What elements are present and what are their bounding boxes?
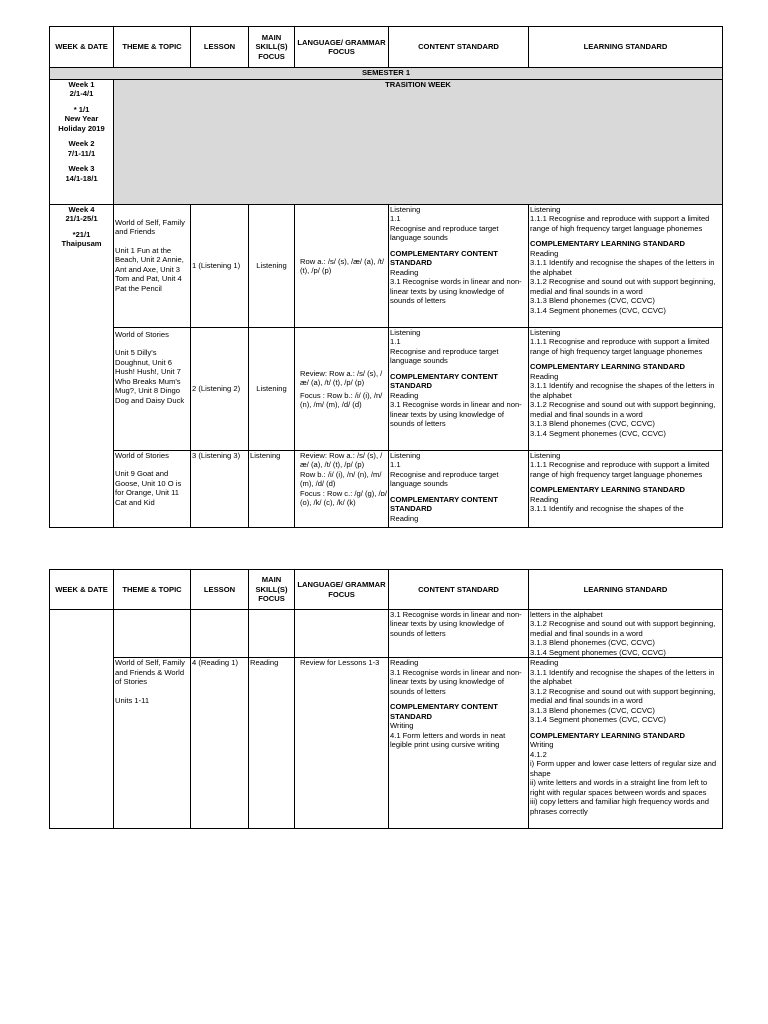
week1-holiday-date: * 1/1 xyxy=(73,104,90,114)
language-cell xyxy=(295,328,389,451)
content-comp-skill: Writing xyxy=(390,721,414,731)
learning-item: iii) copy letters and familiar high frequency words and phrases correctly xyxy=(530,797,709,816)
learning-item: 3.1.1 Identify and recognise the shapes of the xyxy=(530,504,684,514)
week4-holiday-name: Thaipusam xyxy=(61,239,102,249)
theme-units: Unit 1 Fun at the Beach, Unit 2 Annie, Ant and Axe, Unit 3 Tom and Pat, Unit 4 Pat the Pencil xyxy=(115,245,184,293)
learning-item: 3.1.4 Segment phonemes (CVC, CCVC) xyxy=(530,428,666,438)
lesson-cell: 2 (Listening 2) xyxy=(191,328,249,451)
complementary-learning-heading: COMPLEMENTARY LEARNING STANDARD xyxy=(530,730,685,740)
content-code: 1.1 xyxy=(390,214,401,224)
header-language-grammar: LANGUAGE/ GRAMMAR FOCUS xyxy=(295,27,389,68)
learning-comp-skill: Reading xyxy=(530,371,559,381)
header-learning-standard: LEARNING STANDARD xyxy=(529,570,723,610)
learning-item: 3.1.2 Recognise and sound out with support beginning, medial and final sounds in a word xyxy=(530,686,716,706)
week4-dates: 21/1-25/1 xyxy=(65,214,98,224)
learning-comp-skill: Reading xyxy=(530,494,559,504)
table-row xyxy=(50,205,723,328)
complementary-learning-heading: COMPLEMENTARY LEARNING STANDARD xyxy=(530,362,685,372)
content-skill: Listening xyxy=(390,451,421,460)
learning-item: 3.1.4 Segment phonemes (CVC, CCVC) xyxy=(530,647,666,657)
weeks-1-3-cell xyxy=(50,80,114,205)
theme-cell xyxy=(114,451,191,528)
scheme-of-work-table-1 xyxy=(49,26,723,528)
learning-item: 3.1.4 Segment phonemes (CVC, CCVC) xyxy=(530,715,666,725)
language-line: Review: Row a.: /s/ (s), /æ/ (a), /t/ (t), /p/ (p) xyxy=(300,368,383,388)
header-content-standard: CONTENT STANDARD xyxy=(389,27,529,68)
content-standard-text: Recognise and reproduce target language sounds xyxy=(390,223,499,243)
learning-cell xyxy=(529,610,723,658)
learning-item: 1.1.1 Recognise and reproduce with support a limited range of high frequency target language phonemes xyxy=(530,337,710,356)
learning-item: 3.1.1 Identify and recognise the shapes of the letters in the alphabet xyxy=(530,667,715,687)
skill-cell: Listening xyxy=(249,205,295,328)
week2-dates: 7/1-11/1 xyxy=(67,148,96,158)
week4-holiday-date: *21/1 xyxy=(72,229,91,239)
learning-item: letters in the alphabet xyxy=(530,610,603,619)
header-learning-standard: LEARNING STANDARD xyxy=(529,27,723,68)
theme-cell xyxy=(114,658,191,829)
theme-title: World of Stories xyxy=(115,451,169,460)
learning-cell xyxy=(529,451,723,528)
learning-code: 4.1.2 xyxy=(530,749,547,759)
header-row xyxy=(50,570,723,610)
learning-item: 3.1.3 Blend phonemes (CVC, CCVC) xyxy=(530,638,655,648)
skill-cell: Listening xyxy=(249,328,295,451)
week1-holiday-name-2: Holiday 2019 xyxy=(58,123,105,133)
learning-item: 3.1.4 Segment phonemes (CVC, CCVC) xyxy=(530,305,666,315)
content-skill: Listening xyxy=(390,205,421,214)
table-row xyxy=(50,328,723,451)
language-cell xyxy=(295,205,389,328)
complementary-content-heading: COMPLEMENTARY CONTENT STANDARD xyxy=(390,371,498,391)
semester-row xyxy=(50,68,723,80)
theme-units: Unit 9 Goat and Goose, Unit 10 O is for Orange, Unit 11 Cat and Kid xyxy=(115,469,182,507)
content-standard-text: 3.1 Recognise words in linear and non-linear texts by using knowledge of sounds of letters xyxy=(390,667,522,696)
content-comp-skill: Reading xyxy=(390,390,419,400)
learning-skill: Listening xyxy=(530,328,561,337)
header-lesson: LESSON xyxy=(191,570,249,610)
theme-cell-empty xyxy=(114,610,191,658)
learning-skill: Reading xyxy=(530,658,559,668)
learning-item: 1.1.1 Recognise and reproduce with support a limited range of high frequency target language phonemes xyxy=(530,460,710,479)
language-line: Row a.: /s/ (s), /æ/ (a), /t/ (t), /p/ (p) xyxy=(300,256,384,275)
header-row xyxy=(50,27,723,68)
week3-label: Week 3 xyxy=(68,164,95,174)
content-comp-text: 3.1 Recognise words in linear and non-linear texts by using knowledge of sounds of letters xyxy=(390,400,522,429)
theme-cell xyxy=(114,328,191,451)
learning-skill: Listening xyxy=(530,451,561,460)
transition-row xyxy=(50,80,723,205)
complementary-content-heading: COMPLEMENTARY CONTENT STANDARD xyxy=(390,248,498,268)
lesson-cell: 4 (Reading 1) xyxy=(191,658,249,829)
week2-label: Week 2 xyxy=(68,139,95,149)
header-lesson: LESSON xyxy=(191,27,249,68)
header-week-date: WEEK & DATE xyxy=(50,27,114,68)
theme-units: Units 1-11 xyxy=(115,695,150,705)
header-main-skill: MAIN SKILL(S) FOCUS xyxy=(249,27,295,68)
week4-cell xyxy=(50,205,114,528)
language-line: Review: Row a.: /s/ (s), /æ/ (a), /t/ (t), /p/ (p) xyxy=(300,451,383,470)
learning-item: 3.1.2 Recognise and sound out with support beginning, medial and final sounds in a word xyxy=(530,619,716,638)
theme-title: World of Self, Family and Friends xyxy=(115,218,185,237)
header-language-grammar: LANGUAGE/ GRAMMAR FOCUS xyxy=(295,570,389,610)
content-standard-text: Recognise and reproduce target language sounds xyxy=(390,346,499,366)
learning-item: i) Form upper and lower case letters of regular size and shape xyxy=(530,759,717,778)
content-cell xyxy=(389,610,529,658)
content-standard-text: Recognise and reproduce target language sounds xyxy=(390,469,499,489)
learning-skill: Listening xyxy=(530,205,561,214)
complementary-learning-heading: COMPLEMENTARY LEARNING STANDARD xyxy=(530,485,685,495)
learning-item: 3.1.3 Blend phonemes (CVC, CCVC) xyxy=(530,296,655,306)
content-cell xyxy=(389,658,529,829)
theme-cell xyxy=(114,205,191,328)
content-cell xyxy=(389,205,529,328)
week3-dates: 14/1-18/1 xyxy=(65,173,98,183)
content-cell xyxy=(389,328,529,451)
content-skill: Reading xyxy=(390,658,419,668)
language-line: Focus : Row c.: /g/ (g), /ɒ/ (o), /k/ (c), /k/ (k) xyxy=(300,488,387,508)
content-comp-text: 3.1 Recognise words in linear and non-linear texts by using knowledge of sounds of letters xyxy=(390,277,522,306)
table-row xyxy=(50,451,723,528)
language-cell-empty xyxy=(295,610,389,658)
language-cell xyxy=(295,451,389,528)
learning-cell xyxy=(529,328,723,451)
content-code: 1.1 xyxy=(390,460,401,470)
content-code: 1.1 xyxy=(390,337,401,347)
header-main-skill: MAIN SKILL(S) FOCUS xyxy=(249,570,295,610)
learning-item: 3.1.1 Identify and recognise the shapes of the letters in the alphabet xyxy=(530,258,715,277)
table-row xyxy=(50,658,723,829)
content-comp-text: 3.1 Recognise words in linear and non-linear texts by using knowledge of sounds of letters xyxy=(390,610,522,638)
language-cell: Review for Lessons 1-3 xyxy=(295,658,389,829)
week1-label: Week 1 xyxy=(68,80,95,89)
skill-cell: Listening xyxy=(249,451,295,528)
theme-title: World of Self, Family and Friends & World of Stories xyxy=(115,658,185,687)
semester-label: SEMESTER 1 xyxy=(50,68,723,80)
header-week-date: WEEK & DATE xyxy=(50,570,114,610)
learning-cell xyxy=(529,205,723,328)
transition-week-label: TRASITION WEEK xyxy=(114,80,723,205)
lesson-cell: 3 (Listening 3) xyxy=(191,451,249,528)
language-line: Focus : Row b.: /i/ (i), /n/ (n), /m/ (m), /d/ (d) xyxy=(300,390,383,409)
content-skill: Listening xyxy=(390,328,421,337)
learning-item: 3.1.3 Blend phonemes (CVC, CCVC) xyxy=(530,705,655,715)
complementary-content-heading: COMPLEMENTARY CONTENT STANDARD xyxy=(390,494,498,514)
content-comp-text: 4.1 Form letters and words in neat legible print using cursive writing xyxy=(390,730,506,750)
week4-label: Week 4 xyxy=(68,205,95,214)
complementary-content-heading: COMPLEMENTARY CONTENT STANDARD xyxy=(390,702,498,721)
theme-units: Unit 5 Dilly's Doughnut, Unit 6 Hush! Hush!, Unit 7 Who Breaks Mum's Mug?, Unit 8 Dingo Dog and Daisy Duck xyxy=(115,348,185,405)
week-cell-empty xyxy=(50,610,114,829)
lesson-cell: 1 (Listening 1) xyxy=(191,205,249,328)
learning-item: 1.1.1 Recognise and reproduce with support a limited range of high frequency target language phonemes xyxy=(530,214,710,233)
table-row-continued xyxy=(50,610,723,658)
learning-comp-skill: Writing xyxy=(530,740,554,750)
learning-item: 3.1.2 Recognise and sound out with support beginning, medial and final sounds in a word xyxy=(530,277,716,296)
learning-item: 3.1.1 Identify and recognise the shapes of the letters in the alphabet xyxy=(530,381,715,400)
skill-cell-empty xyxy=(249,610,295,658)
content-comp-skill: Reading xyxy=(390,267,419,277)
scheme-of-work-table-2 xyxy=(49,569,723,829)
header-theme-topic: THEME & TOPIC xyxy=(114,27,191,68)
learning-item: 3.1.3 Blend phonemes (CVC, CCVC) xyxy=(530,419,655,429)
content-cell xyxy=(389,451,529,528)
header-content-standard: CONTENT STANDARD xyxy=(389,570,529,610)
header-theme-topic: THEME & TOPIC xyxy=(114,570,191,610)
learning-comp-skill: Reading xyxy=(530,248,559,258)
learning-item: 3.1.2 Recognise and sound out with support beginning, medial and final sounds in a word xyxy=(530,400,716,419)
learning-item: ii) write letters and words in a straight line from left to right with regular spaces between words and spaces xyxy=(530,778,708,797)
week1-holiday-name-1: New Year xyxy=(64,114,99,124)
week1-dates: 2/1-4/1 xyxy=(69,89,94,99)
language-line: Row b.: /i/ (i), /n/ (n), /m/ (m), /d/ (d) xyxy=(300,469,382,489)
theme-title: World of Stories xyxy=(115,330,169,339)
skill-cell: Reading xyxy=(249,658,295,829)
learning-cell xyxy=(529,658,723,829)
content-comp-skill: Reading xyxy=(390,513,419,523)
lesson-cell-empty xyxy=(191,610,249,658)
complementary-learning-heading: COMPLEMENTARY LEARNING STANDARD xyxy=(530,239,685,249)
